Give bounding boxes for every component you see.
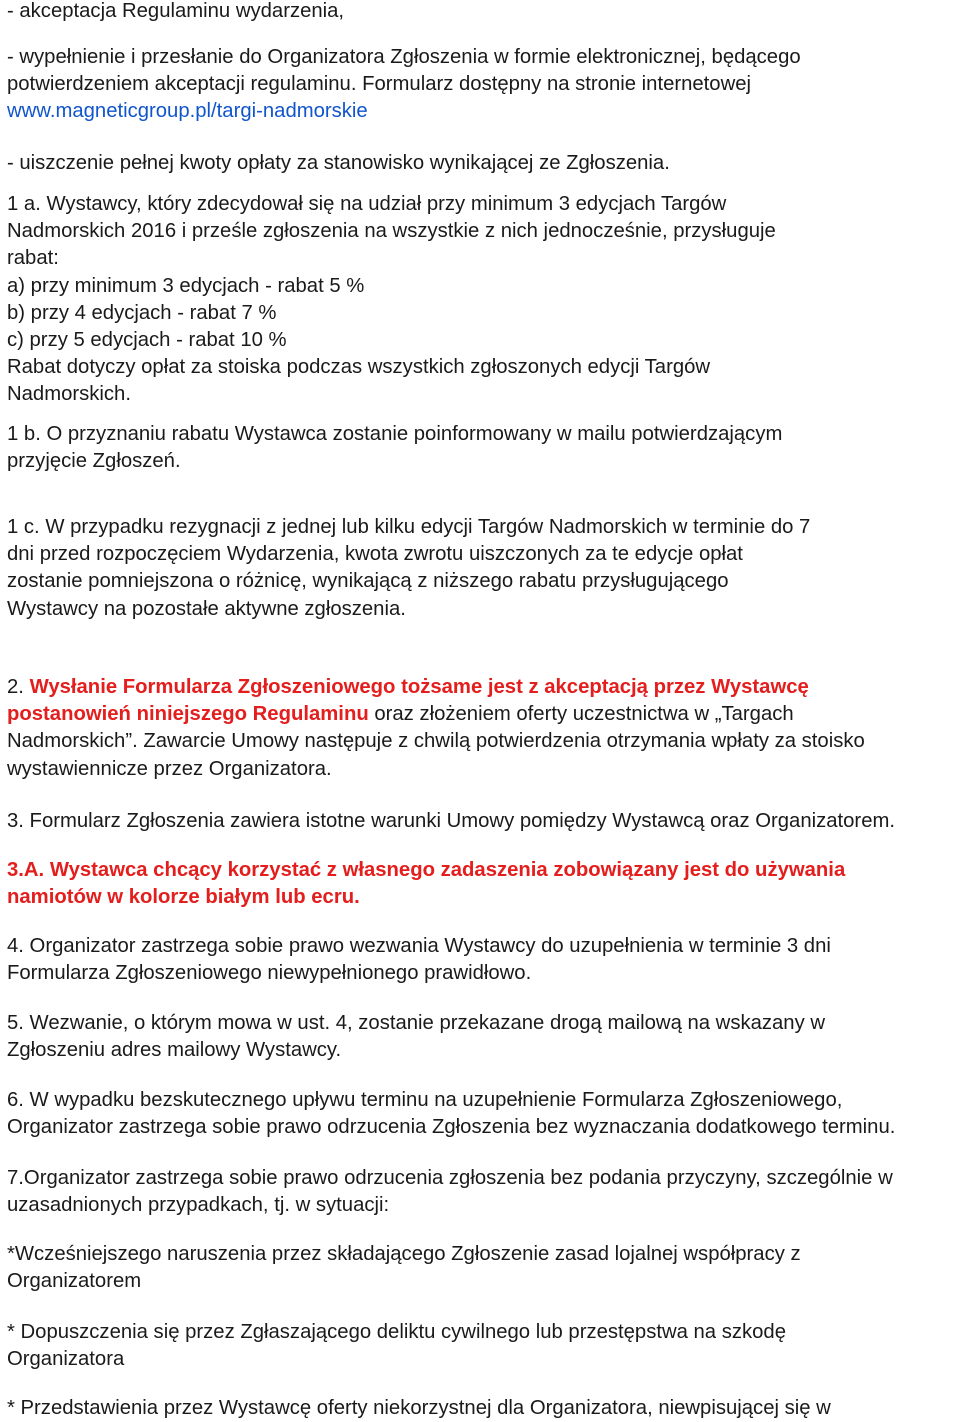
text-line: 7.Organizator zastrzega sobie prawo odrzucenia zgłoszenia bez podania przyczyny, szczególnie w: [7, 1167, 893, 1189]
list-item: c) przy 5 edycjach - rabat 10 %: [7, 329, 287, 352]
text-line: [7, 701, 957, 728]
paragraph-4: [7, 933, 957, 987]
text-line: Rabat dotyczy opłat za stoiska podczas wszystkich zgłoszonych edycji Targów: [7, 356, 711, 379]
text-line: - uiszczenie pełnej kwoty opłaty za stanowisko wynikającej ze Zgłoszenia.: [7, 152, 670, 174]
text-line: zostanie pomniejszona o różnicę, wynikającą z niższego rabatu przysługującego: [7, 570, 729, 593]
text-line: dni przed rozpoczęciem Wydarzenia, kwota zwrotu uiszczonych za te edycje opłat: [7, 543, 743, 566]
text-line: - akceptacja Regulaminu wydarzenia,: [7, 0, 345, 22]
text-line: 4. Organizator zastrzega sobie prawo wezwania Wystawcy do uzupełnienia w terminie 3 dni: [7, 935, 831, 957]
paragraph-7-item-1: [7, 1241, 957, 1295]
paragraph-3: [7, 808, 957, 835]
paragraph-submit-form: [7, 44, 957, 126]
paragraph-7-item-3: [7, 1395, 957, 1422]
text-line: Nadmorskich 2016 i prześle zgłoszenia na wszystkie z nich jednocześnie, przysługuje: [7, 220, 776, 243]
paragraph-2: [7, 674, 957, 783]
text-line: 1 b. O przyznaniu rabatu Wystawca zostanie poinformowany w mailu potwierdzającym: [7, 423, 783, 445]
list-item: a) przy minimum 3 edycjach - rabat 5 %: [7, 274, 365, 297]
text-line: potwierdzeniem akceptacji regulaminu. Formularz dostępny na stronie internetowej: [7, 73, 752, 96]
paragraph-1a-discount: [7, 191, 957, 409]
text-line: Organizatorem: [7, 1270, 142, 1293]
paragraph-3a: [7, 857, 957, 911]
text-line: wystawiennicze przez Organizatora.: [7, 757, 332, 780]
text-line: uzasadnionych przypadkach, tj. w sytuacji:: [7, 1194, 390, 1217]
text-line: 6. W wypadku bezskutecznego upływu terminu na uzupełnienie Formularza Zgłoszeniowego,: [7, 1089, 843, 1111]
paragraph-6: [7, 1087, 957, 1141]
text-line: Zgłoszeniu adres mailowy Wystawcy.: [7, 1039, 342, 1062]
text-line: przyjęcie Zgłoszeń.: [7, 450, 181, 473]
list-item: b) przy 4 edycjach - rabat 7 %: [7, 301, 277, 324]
text-line: Organizatora: [7, 1348, 125, 1371]
text-line: rabat:: [7, 247, 59, 270]
text-line: [7, 674, 957, 701]
text-line: Wystawcy na pozostałe aktywne zgłoszenia.: [7, 597, 406, 620]
highlighted-text: postanowień niniejszego Regulaminu: [7, 703, 369, 726]
text-line: *Wcześniejszego naruszenia przez składającego Zgłoszenie zasad lojalnej współpracy z: [7, 1243, 801, 1265]
text-line: Formularza Zgłoszeniowego niewypełnionego prawidłowo.: [7, 962, 532, 985]
text-line: * Przedstawienia przez Wystawcę oferty niekorzystnej dla Organizatora, niewpisującej się w: [7, 1397, 831, 1419]
paragraph-5: [7, 1010, 957, 1064]
text-line: - wypełnienie i przesłanie do Organizatora Zgłoszenia w formie elektronicznej, będącego: [7, 46, 801, 68]
paragraph-1c: [7, 514, 957, 623]
text-line: 3. Formularz Zgłoszenia zawiera istotne warunki Umowy pomiędzy Wystawcą oraz Organizatorem.: [7, 810, 895, 832]
highlighted-text: namiotów w kolorze białym lub ecru.: [7, 886, 360, 909]
text-line: Nadmorskich.: [7, 383, 131, 406]
text-segment: oraz złożeniem oferty uczestnictwa w „Targach: [368, 703, 794, 726]
paragraph-7-item-2: [7, 1319, 957, 1373]
text-line: * Dopuszczenia się przez Zgłaszającego deliktu cywilnego lub przestępstwa na szkodę: [7, 1321, 786, 1343]
text-line: Nadmorskich”. Zawarcie Umowy następuje z chwilą potwierdzenia otrzymania wpłaty za stoisko: [7, 730, 865, 753]
paragraph-accept-rules: [7, 0, 957, 25]
paragraph-number: 2.: [7, 676, 30, 698]
website-link[interactable]: www.magneticgroup.pl/targi-nadmorskie: [7, 100, 368, 123]
highlighted-text: Wysłanie Formularza Zgłoszeniowego tożsame jest z akceptacją przez Wystawcę: [29, 676, 809, 698]
text-line: 1 a. Wystawcy, który zdecydował się na udział przy minimum 3 edycjach Targów: [7, 193, 727, 215]
paragraph-payment: [7, 150, 957, 177]
paragraph-1b: [7, 421, 957, 475]
paragraph-7: [7, 1165, 957, 1219]
text-line: Organizator zastrzega sobie prawo odrzucenia Zgłoszenia bez wyznaczania dodatkowego terminu.: [7, 1116, 896, 1139]
highlighted-text: 3.A. Wystawca chcący korzystać z własnego zadaszenia zobowiązany jest do używania: [7, 859, 846, 881]
text-line: 5. Wezwanie, o którym mowa w ust. 4, zostanie przekazane drogą mailową na wskazany w: [7, 1012, 826, 1034]
text-line: 1 c. W przypadku rezygnacji z jednej lub kilku edycji Targów Nadmorskich w terminie do 7: [7, 516, 811, 538]
